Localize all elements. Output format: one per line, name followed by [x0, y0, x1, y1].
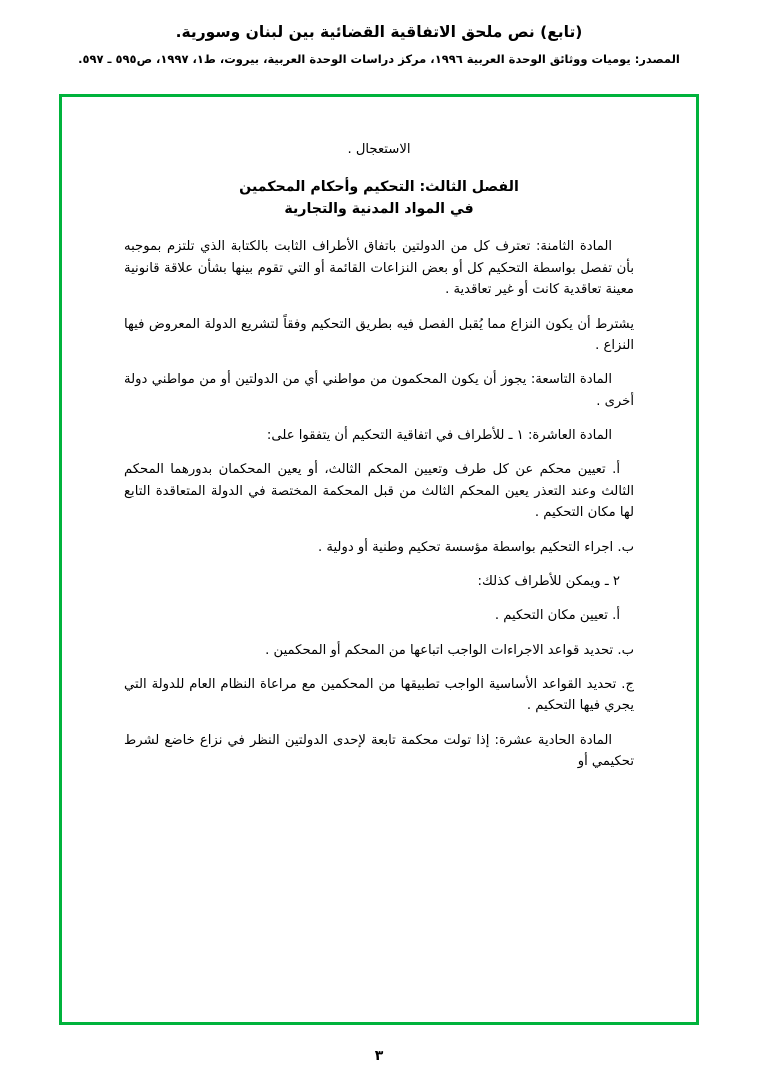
paragraph-10-1-a: أ. تعيين محكم عن كل طرف وتعيين المحكم الثالث، أو يعين المحكمان بدورهما المحكم الثالث وعند التعذر يعين المحكم الثالث من قبل المحكمة المختصة في الدولة المتعاقدة التابع لها مكان التحكيم .	[124, 462, 634, 521]
paragraph-10-2: ٢ ـ ويمكن للأطراف كذلك:	[477, 573, 620, 589]
paragraph-article-8: المادة الثامنة: تعترف كل من الدولتين باتفاق الأطراف الثابت بالكتابة الذي تلتزم بموجبه بأن تفصل بواسطة التحكيم كل أو بعض النزاعات القائمة أو التي تقوم بينها بشأن علاقة قانونية معينة تعاقدية كانت أو غير تعاقدية .	[124, 239, 634, 298]
paragraph-arbitration-condition: يشترط أن يكون النزاع مما يُقبل الفصل فيه بطريق التحكيم وفقاً لتشريع الدولة المعروض فيها النزاع .	[124, 316, 634, 353]
page-header	[0, 0, 758, 66]
paragraph-10-2-a: أ. تعيين مكان التحكيم .	[494, 608, 620, 624]
paragraph-article-11: المادة الحادية عشرة: إذا تولت محكمة تابعة لإحدى الدولتين النظر في نزاع خاضع لشرط تحكيمي أو	[124, 732, 634, 770]
chapter-title-line-2: في المواد المدنية والتجارية	[284, 201, 474, 218]
paragraph-10-1-b: ب. اجراء التحكيم بواسطة مؤسسة تحكيم وطنية أو دولية .	[318, 539, 634, 555]
lead-text: الاستعجال .	[347, 142, 411, 157]
document-body	[62, 131, 696, 1022]
header-source: المصدر: يوميات ووثائق الوحدة العربية ١٩٩٦، مركز دراسات الوحدة العربية، بيروت، ط١، ١٩٩٧، ص٥٩٥ ـ ٥٩٧.	[78, 52, 680, 67]
chapter-title	[124, 176, 634, 220]
content-frame	[59, 94, 699, 1025]
header-title: (تابع) نص ملحق الاتفاقية القضائية بين لبنان وسورية.	[175, 23, 583, 41]
paragraph-article-9: المادة التاسعة: يجوز أن يكون المحكمون من مواطني أي من الدولتين أو من مواطني دولة أخرى .	[124, 372, 634, 409]
paragraph-10-2-c: ج. تحديد القواعد الأساسية الواجب تطبيقها من المحكمين مع مراعاة النظام العام للدولة التي يجري فيها التحكيم .	[124, 677, 634, 714]
chapter-title-line-1: الفصل الثالث: التحكيم وأحكام المحكمين	[239, 179, 519, 196]
page-number: ٣	[374, 1048, 384, 1064]
paragraph-article-10: المادة العاشرة: ١ ـ للأطراف في اتفاقية التحكيم أن يتفقوا على:	[266, 428, 612, 443]
lead-line	[124, 139, 634, 160]
paragraph-10-2-b: ب. تحديد قواعد الاجراءات الواجب اتباعها من المحكم أو المحكمين .	[265, 642, 634, 658]
